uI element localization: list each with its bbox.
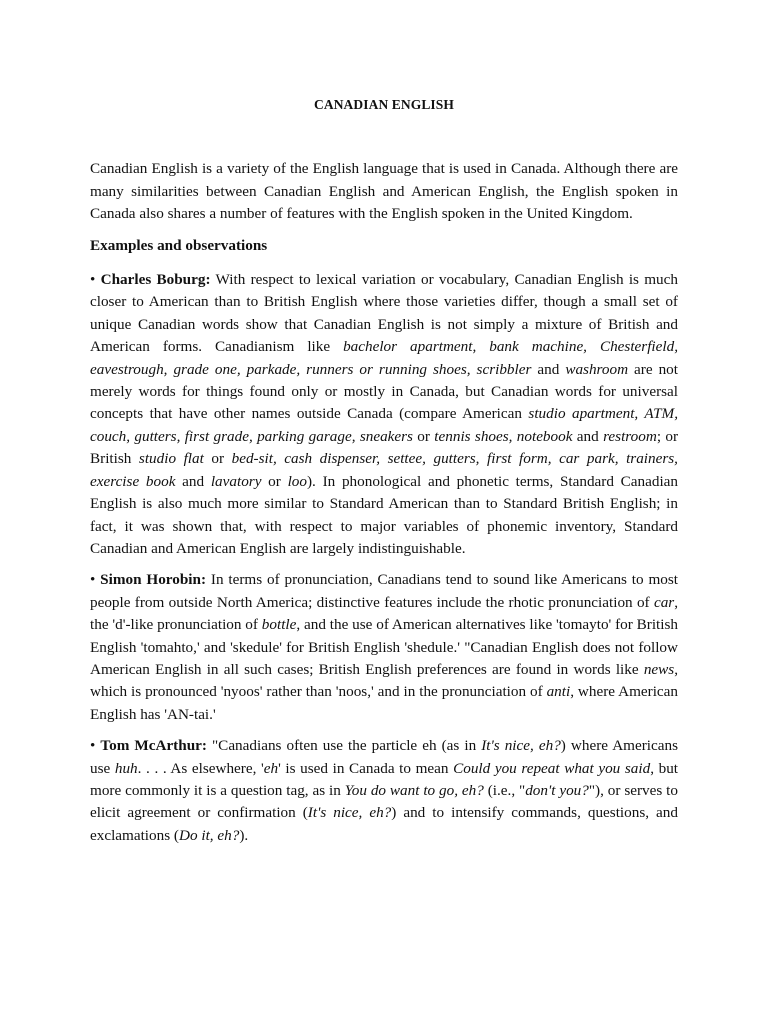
entry-author: Charles Boburg: <box>100 271 211 289</box>
italic-term: It's nice, eh? <box>307 804 392 822</box>
entry-text: "), or serves to elicit agreement or confirmation ( <box>90 781 678 822</box>
entry-text: • <box>90 737 101 755</box>
italic-term: You do want to go, eh? <box>344 781 484 799</box>
entry-text: or <box>203 450 232 468</box>
entry-simon-horobin <box>90 569 678 726</box>
entry-text: In terms of pronunciation, Canadians tend to sound like Americans to most people from outside North America; distinctive features include the rhotic pronunciation of <box>90 571 679 611</box>
entry-author: Tom McArthur: <box>100 737 207 755</box>
italic-term: bachelor apartment, bank machine, Chesterfield, eavestrough, grade one, parkade, runners or running shoes, scribbler <box>90 338 678 378</box>
italic-term: Could you repeat what you said <box>453 759 651 777</box>
entry-text: and <box>175 472 211 490</box>
italic-term: bottle <box>261 616 297 634</box>
italic-term: lavatory <box>210 472 262 490</box>
entry-text: or <box>261 472 288 490</box>
entry-tom-mcarthur <box>90 735 678 847</box>
italic-term: It's nice, eh? <box>481 737 561 755</box>
italic-term: studio flat <box>138 450 204 468</box>
entry-charles-boburg <box>90 269 678 560</box>
entry-text: , and the use of American alternatives like 'tomayto' for British English 'tomahto,' and 'skedule' for British English 'shedule.' "Canadian English does not follow American English in all such cases; British English preferences are found in words like <box>90 616 678 678</box>
intro-paragraph: Canadian English is a variety of the English language that is used in Canada. Although there are many similarities between Canadian English and American English, the English spoken in Canada also shares a number of features with the English spoken in the United Kingdom. <box>90 160 678 223</box>
italic-term: studio apartment, ATM, couch, gutters, first grade, parking garage, sneakers <box>90 405 678 445</box>
entry-text: ' is used in Canada to mean <box>278 759 454 777</box>
entry-text: . . . . As elsewhere, ' <box>137 759 264 777</box>
entry-text: ) where Americans use <box>90 737 678 777</box>
entry-text: (i.e., " <box>483 781 526 799</box>
italic-term: anti <box>546 683 571 701</box>
document-title: CANADIAN ENGLISH <box>314 97 454 112</box>
italic-term: huh <box>114 759 138 777</box>
entry-text: ; or British <box>90 427 679 468</box>
entry-author: Simon Horobin: <box>100 571 207 589</box>
italic-term: loo <box>287 472 307 490</box>
section-heading: Examples and observations <box>90 236 268 254</box>
entry-text: , but more commonly it is a question tag, as in <box>90 759 679 799</box>
entry-text: "Canadians often use the particle eh (as in <box>206 737 482 755</box>
italic-term: tennis shoes, notebook <box>434 427 573 445</box>
entry-text: ). <box>239 826 249 844</box>
italic-term: don't you? <box>525 781 589 799</box>
entries-list <box>90 269 678 847</box>
entry-text: With respect to lexical variation or vocabulary, Canadian English is much closer to American than to British English where those varieties differ, though a small set of unique Canadian words show that Canadian English is not simply a mixture of British and American forms. Canadianism like <box>90 271 678 356</box>
entry-text: • <box>90 571 101 589</box>
entry-text: , the 'd'-like pronunciation of <box>90 593 678 634</box>
entry-text: • <box>90 271 101 289</box>
italic-term: eh <box>263 759 279 777</box>
italic-term: car <box>653 593 675 611</box>
entry-text: ) and to intensify commands, questions, and exclamations ( <box>90 804 678 844</box>
entry-text: are not merely words for things found only or mostly in Canada, but Canadian words for universal concepts that have other names outside Canada (compare American <box>90 360 678 423</box>
entry-text: ). In phonological and phonetic terms, Standard Canadian English is also much more similar to Standard American than to Standard British English; in fact, it was shown that, with respect to major variables of phonemic inventory, Standard Canadian and American English are largely indistinguishable. <box>90 472 679 557</box>
italic-term: washroom <box>565 360 629 378</box>
entry-text: and <box>531 360 566 378</box>
italic-term: bed-sit, cash dispenser, settee, gutters, first form, car park, trainers, exercise book <box>90 450 678 490</box>
entry-text: , where American English has 'AN-tai.' <box>90 683 678 723</box>
entry-text: or <box>412 427 435 445</box>
italic-term: news <box>643 660 675 678</box>
entry-text: and <box>572 427 604 445</box>
italic-term: Do it, eh? <box>178 826 240 844</box>
italic-term: restroom <box>603 427 657 445</box>
entry-text: , which is pronounced 'nyoos' rather than 'noos,' and in the pronunciation of <box>90 660 678 701</box>
